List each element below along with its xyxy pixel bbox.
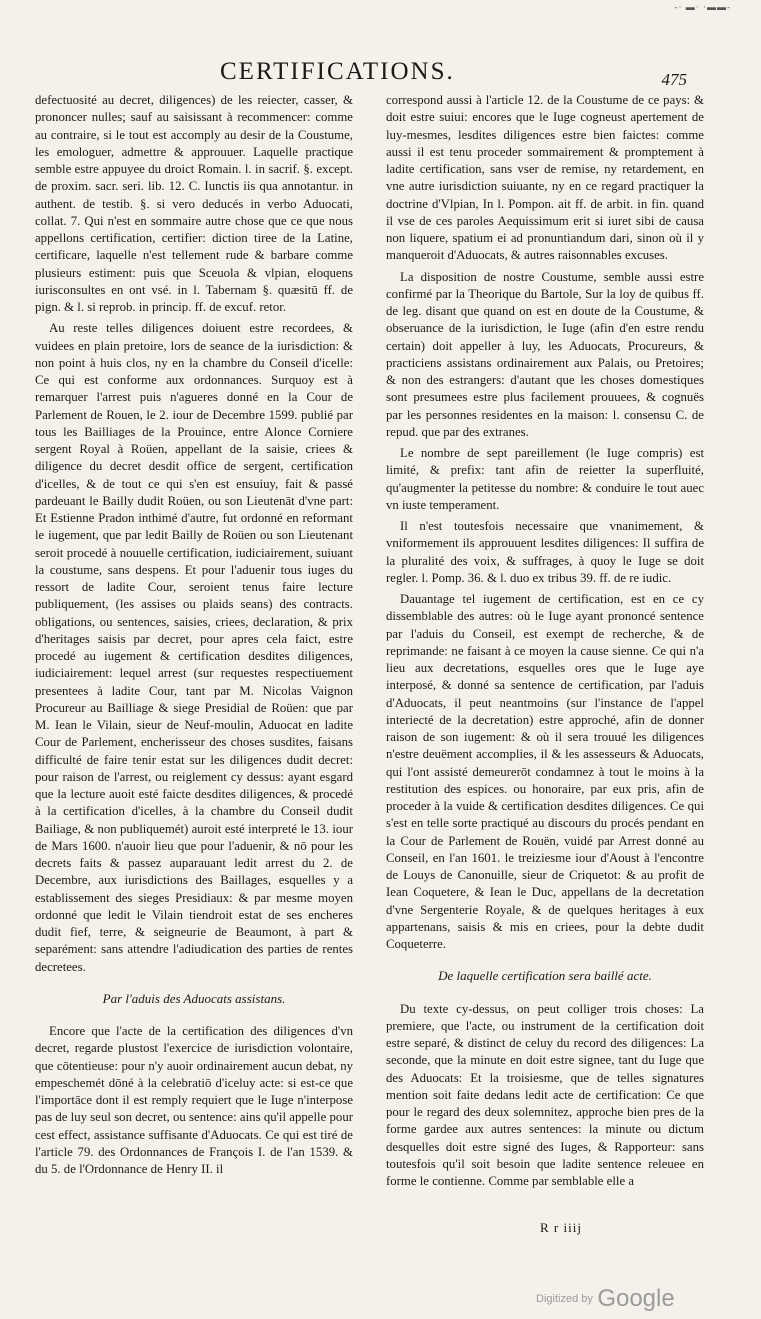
- paragraph: Au reste telles diligences doiuent estre recordees, & vuidees en plain pretoire, lors de seance de la iurisdiction: & non point à huis clos, ny en la chambre du Conseil d'icelle: Ce qui est conforme aux ordonnances. Surquoy est à remarquer l'arrest puis n'agueres donné en la Cour de Parlement de Rouen, le 2. iour de Decembre 1599. publié par tous les Bailliages de la Prouince, entre Alonce Corniere sergent Royal à Roüen, appellant de la saisie, criees & diligence du decret desdit office de sergent, certification d'icelles, & de tout ce qui s'en est ensuiuy, fait & passé pardeuant le Bailly dudit Roüen, ou son Lieutenāt d'vne part: Et Estienne Pradon inthimé d'autre, fut ordonné en reformant le iugement, que par ledit Bailly de Roüen ou son Lieutenant seroit procedé à nouuelle certification, iudiciairement, suiuant la coustume, sans despens. Et pour l'aduenir tous iuges du ressort de ladite Cour, seroient tenus faire lecture publiquement, (les assises ou plaids seans) des contracts. obligations, ou sentences, saisies, criees, declaration, & prix d'heritages saisis par decret, pour apres cela faict, estre procedé au iugement & certification desdites diligences, iudiciairement: lequel arrest (sur requestes respectiuement presentees à ladite Cour, tant par M. Nicolas Vaignon Procureur au Bailliage & siege Presidial de Roüen: que par M. Iean le Vilain, sieur de Neuf-moulin, Aduocat en ladite Cour de Parlement, encherisseur des choses susdites, faisans difficulté de faire tenir estat sur les diligences dudit decret: pour raison de l'arrest, ou reiglement cy dessus: ayant esgard que la lecture auoit esté faicte desdites diligences, & procedé à la certification d'icelles, à la chambre du Conseil dudit Bailiage, & non publiquemét) auroit esté interpreté le 13. iour de Mars 1600. n'auoir lieu que pour l'aduenir, & nō pour les decrets faits & passez auparauant ledit arrest du 2. de Decembre, aux iurisdictions des Baillages, esquelles y a establissement des sieges Presidiaux: & par mesme moyen ordonné que ledit le Vilain tiendroit estat de ses encheres dudit fief, terre, & seigneurie de Beaumont, à part & separément: sans attendre l'adiudication des parties de rentes decretees.: [35, 321, 353, 974]
- digitized-by-label: Digitized by: [536, 1293, 593, 1305]
- paragraph: Dauantage tel iugement de certification, est en ce cy dissemblable des autres: où le Iuge ayant prononcé sentence par l'aduis du Conseil, est exempt de recherche, & de reprimande: ne faisant à ce moyen la cause sienne. Ce qui n'a lieu aux decretations, esquelles ores que le Iuge aye interposé, & donné sa sentence de certification, par l'aduis d'Aduocats, il peut neantmoins (sur l'instance de l'appel interiecté de la decretation) estre approché, afin de donner raison de son iugement: & où il sera trouué les diligences n'estre deuëment accomplies, il & les assesseurs & Aduocats, qui l'ont assisté demeurerōt condamnez à tout le moins à la restitution des espices. ou honoraire, par eux pris, afin de proceder à la vuide & certification desdites diligences. Ce qui s'est en telle sorte practiqué au discours du procés pendant en la Cour de Parlement de Rouën, vuidé par Arrest donné au Conseil, en l'an 1601. le treiziesme iour d'Aoust à l'encontre de Louys de Canonuille, sieur de Criquetot: & au profit de Iean Coquetere, & Iean le Duc, appellans de la decretation d'vne Sergenterie Royale, & de quelques heritages à eux appartenans, saisis & mis en criees, pour la debte dudit Coqueterre.: [386, 592, 704, 951]
- left-column: [35, 92, 353, 1182]
- running-head: CERTIFICATIONS.: [220, 58, 455, 85]
- paragraph: La disposition de nostre Coustume, semble aussi estre confirmé par la Theorique du Bartole, Sur la loy de quibus ff. de leg. disant que quand on est en doute de la Coustume, & obseruance de la iurisdiction, le Iuge (afin d'en estre rendu certain) doit appeller à luy, les Aduocats, Procureurs, & practiciens assistans ordinairement aux Palais, ou Pretoires; & non des estrangers: d'autant que les choses domestiques sont presumees estre plus facilement prouuees, & cognuës par les personnes residentes en la maison: l. consensu C. de repud. que par des extranes.: [386, 269, 704, 439]
- paragraph: correspond aussi à l'article 12. de la Coustume de ce pays: & doit estre suiui: encores que le Iuge cogneust apertement de luy-mesmes, lesdites diligences estre bien faictes: comme aussi il est tenu proceder sommairement & promptement à ladite certification, sans vser de remise, ny retardement, en vne autre iurisdiction suiuante, ny en ce regard practiquer la doctrine d'Vlpian, In l. Pompon. ait ff. de arbit. in fin. quand il vse de ces paroles Aequissimum erit si iuret sibi de causa non liquere, spatium ei ad pronuntiandum dari, sinon où il y manqueroit d'Aduocats, & autres raisonnables excuses.: [386, 93, 704, 263]
- paragraph: Il n'est toutesfois necessaire que vnanimement, & vniformement ils approuuent lesdites diligences: Il suffira de la pluralité des voix, & suffrages, à quoy le Iuge se doit regler. l. Pomp. 36. & l. duo ex tribus 39. ff. de re iudic.: [386, 519, 704, 585]
- corner-mark: -· ▬· ·▬▬-: [674, 2, 731, 12]
- right-column: [386, 92, 704, 1194]
- page-number: 475: [661, 70, 687, 89]
- digitized-by-watermark: [536, 1285, 675, 1313]
- paragraph: Le nombre de sept pareillement (le Iuge compris) est limité, & prefix: tant afin de reietter la superfluité, qu'augmenter la petitesse du nombre: & conduire le tout auec vn iuste temperament.: [386, 446, 704, 512]
- section-subheading: De laquelle certification sera baillé acte.: [438, 968, 652, 984]
- paragraph: Encore que l'acte de la certification des diligences d'vn decret, regarde plustost l'exercice de iurisdiction volontaire, que cōtentieuse: pour n'y auoir ordinairement aucun debat, ny empeschemét dōné à la celebratiō d'iceluy acte: si est-ce que l'importāce dont il est remply requiert que le Iuge n'interpose pas de luy seul son decret, ou sentence: ains qu'il appelle pour cest effect, assistance suffisante d'Aduocats. Ce qui est tiré de l'article 79. des Ordonnances de François I. de l'an 1539. & du 5. de l'Ordonnance de Henry II. il: [35, 1024, 353, 1176]
- paragraph: defectuosité au decret, diligences) de les reiecter, casser, & prononcer nulles; sauf au saisissant à recommencer: comme au contraire, si le tout est accomply au desir de la Coustume, les emologuer, admettre & approuuer. Laquelle practique semble estre appuyee du droict Romain. l. in sacrif. §. except. de proxim. sacr. seri. lib. 12. C. Iunctis iis qua annotantur. in authent. de testib. §. si vero deducés in verbo Aduocati, collat. 7. Qui n'est en sommaire autre chose que ce que nous appellons certification, certifier: diction tiree de la Latine, certificare, laquelle n'est tellement rude & barbare comme plusieurs estiment: puis que Sceuola & vlpian, eloquens iurisconsultes en ont vsé. in l. Tabernam §. quæsitū ff. de pign. & l. si reprob. in princip. ff. de excuf. retor.: [35, 93, 353, 314]
- google-logo: Google: [597, 1285, 675, 1312]
- paragraph: Du texte cy-dessus, on peut colliger trois choses: La premiere, que l'acte, ou instrument de la certification doit estre separé, & distinct de celuy du record des diligences: La seconde, que la minute en doit estre signee, tant du Iuge que des Aduocats: Et la troisiesme, que de telles signatures mention soit faite dedans ledit acte de certification: Ce que pour le regard des deux solemnitez, approche bien pres de la forme gardee aux autres sentences: la minute ou dictum desquelles doit estre signé des Iuges, & Rapporteur: sans toutesfois qu'il soit besoin que ladite sentence releuee en forme le contienne. Comme par semblable elle a: [386, 1001, 704, 1188]
- section-subheading: Par l'aduis des Aduocats assistans.: [102, 990, 286, 1006]
- signature-mark: R r iiij: [540, 1220, 582, 1235]
